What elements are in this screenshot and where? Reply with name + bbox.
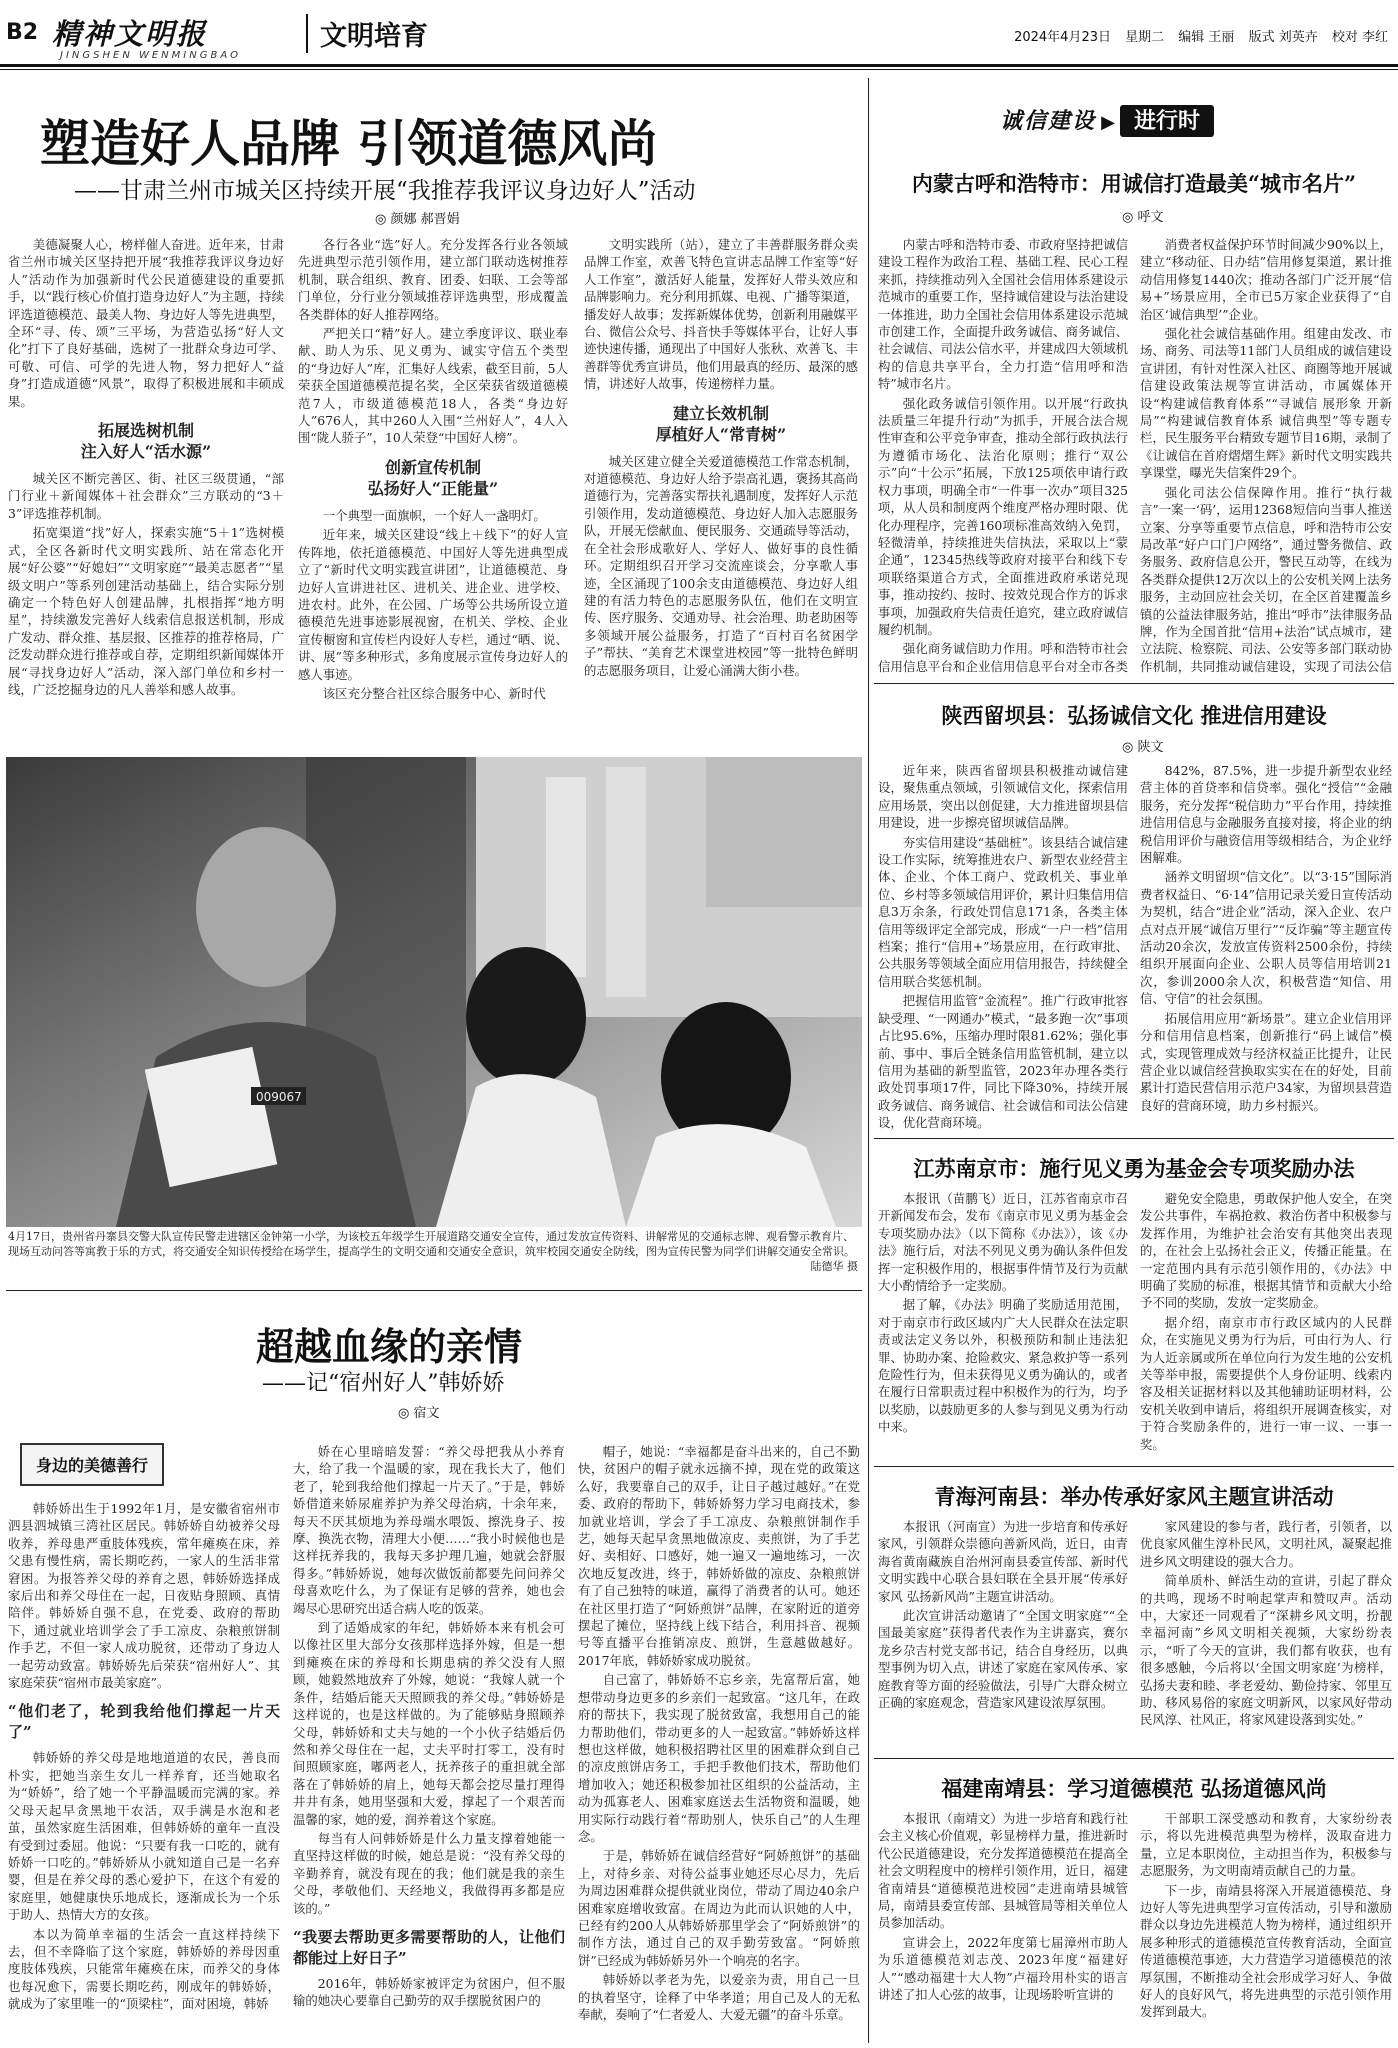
- paragraph: 宣讲会上，2022年度第七届漳州市助人为乐道德模范刘志茂、2023年度“福建好人”“感动福建十大人物”卢福玲用朴实的语言讲述了扣人心弦的故事，让现场聆听宣讲的: [878, 1934, 1128, 2003]
- paragraph: 各行各业“选”好人。充分发挥各行业各领域先进典型示范引领作用，建立部门联动选树推荐机制，联合组织、教育、团委、妇联、工会等部门单位，分行业分领域推荐评选典型，形成覆盖各类群体的好人推荐网络。: [298, 237, 568, 322]
- issue-info: [1004, 26, 1388, 45]
- paragraph: 每当有人问韩娇娇是什么力量支撑着她能一直坚持这样做的时候，她总是说：“没有养父母的辛勤养育，就没有现在的我；他们就是我的亲生父母，孝敬他们、天经地义，我做得再多都是应该的。”: [293, 1830, 565, 1916]
- feature-quote-1: “他们老了，轮到我给他们撑起一片天了”: [8, 1702, 280, 1742]
- paragraph: 自己富了，韩娇娇不忘乡亲，先富帮后富，她想带动身边更多的乡亲们一起致富。“这几年，在政府的帮扶下，我实现了脱贫致富，我想用自己的能力帮助他们，带动更多的人一起致富。”韩娇娇这样想也这样做，她积极招聘社区里的困难群众到自己的凉皮煎饼店务工，手把手教他们技术，帮助他们增加收入；她还积极参加社区组织的公益活动，主动为孤寡老人、困难家庭送去生活物资和温暖，她用实际行动践行着“帮助别人，快乐自己”的人生理念。: [578, 1672, 860, 1844]
- page-number: B2: [6, 20, 39, 45]
- paragraph: 干部职工深受感动和教育，大家纷纷表示，将以先进模范典型为榜样，汲取奋进力量，立足本职岗位，主动担当作为，积极参与志愿服务，为文明南靖贡献自己的力量。: [1140, 1811, 1392, 1879]
- feature-byline: ◎ 宿文: [398, 1406, 440, 1421]
- paragraph: 本报讯（苗鹏飞）近日，江苏省南京市召开新闻发布会，发布《南京市见义勇为基金会专项奖励办法》（以下简称《办法》），该《办法》施行后，对法不列见义勇为确认条件但发挥一定积极作用的，根据事件情节及行为贡献大小酌情给予一定奖励。: [878, 1191, 1128, 1294]
- paragraph: 涵养文明留坝“信文化”。以“3·15”国际消费者权益日、“6·14”信用记录关爱日宣传活动为契机，结合“进企业”活动，深入企业、农户点对点开展“诚信万里行”“反诈骗”等主题宣传活动20余次，发放宣传资料2500余份，持续组织开展面向企业、公职人员等信用培训21次，参训2000余人次，积极营造“知信、用信、守信”的社会氛围。: [1140, 869, 1392, 1007]
- proof-credit: 校对 李红: [1331, 30, 1388, 45]
- paragraph: 到了适婚成家的年纪，韩娇娇本来有机会可以像社区里大部分女孩那样选择外嫁，但是一想到瘫痪在床的养母和长期患病的养父没有人照顾，她毅然地放弃了外嫁，她说：“我嫁人就一个条件，结婚后能天天照顾我的养父母。”韩娇娇是这样说的，也是这样做的。为了能够贴身照顾养父母，韩娇娇和丈夫与她的一个小伙子结婚后仍然和养父母住在一起，丈夫平时打零工，没有时间照顾家庭，嘟两老人，抚养孩子的重担就全部落在了韩娇娇的肩上，她每天都会挖尽量打理得井井有条，她用坚强和大爱，撑起了一个艰苦而温馨的家，她的爱，润养着这个家庭。: [293, 1620, 565, 1827]
- badge-number: 009067: [256, 1090, 302, 1104]
- lead-subtitle: ——甘肃兰州市城关区持续开展“我推荐我评议身边好人”活动: [74, 178, 696, 204]
- masthead: [0, 0, 1398, 64]
- paragraph: 帽子，她说：“幸福都是奋斗出来的，自己不勤快，贫困户的帽子就永远摘不掉，现在党的政策这么好，我要靠自己的双手，让日子越过越好。”在党委、政府的帮助下，韩娇娇努力学习电商技术，参加就业培训，学会了手工凉皮、杂粮煎饼制作手艺，她每天起早贪黑地做凉皮、卖煎饼，为了手艺好、卖相好、口感好，她一遍又一遍地练习，一次次地反复改进，终于，韩娇娇做的凉皮、杂粮煎饼有了自己独特的味道，赢得了消费者的认可。她还在社区里打造了“阿娇煎饼”品牌，在家附近的道旁摆起了摊位，坚持线上线下结合，利用抖音、视频号等直播平台推销凉皮、煎饼，生意越做越好。2017年底，韩娇娇家成功脱贫。: [578, 1444, 860, 1668]
- article1-title: 内蒙古呼和浩特市：用诚信打造最美“城市名片”: [911, 171, 1357, 196]
- integrity-banner: [1000, 104, 1214, 135]
- paragraph: 据介绍，南京市市行政区域内的人民群众，在实施见义勇为行为后，可由行为人、行为人近亲属或所在单位向行为发生地的公安机关等举申报，需要提供个人身份证明、线索内容及相关证据材料以及其他辅助证明材料，公安机关收到申请后，将组织开展调查核实，对于符合奖励条件的，进行一审一议、一事一奖。: [1140, 1314, 1392, 1452]
- paragraph: 该区充分整合社区综合服务中心、新时代: [322, 685, 546, 701]
- paragraph: 一个典型一面旗帜，一个好人一盏明灯。: [322, 507, 546, 523]
- article1-byline-text: 呼文: [1137, 210, 1164, 225]
- paragraph: 强化司法公信保障作用。推行“执行裁言”一案一‘码’，运用12368短信向当事人推送立案、分享等重要节点信息，呼和浩特市公安局改革“好户口门户网络”，通过警务微信、政务服务、政府信息公开，警民互动等，在线为各类群众提供12万次以上的公安机关网上法务服务，主动回应社会关切，在全区首建覆盖乡镇的公益法律服务站，推出“呼市”法律服务品牌，作为全国首批“信用+法治”试点城市，建立法院、检察院、司法、公安等多部门联动协作机制，共同推动诚信建设，实现了司法公信: [1140, 484, 1392, 674]
- paragraph: 强化社会诚信基础作用。组建由发改、市场、商务、司法等11部门人员组成的诚信建设宣讲团，有针对性深入社区、商圈等地开展诚信建设政策法规等宣讲活动，市属媒体开设“构建诚信教育体系”“寻诚信 展形象 开新局”“构建诚信教育体系 诚信典型”等专题专栏，民生服务平台精致专题节目16期，录制了《让诚信在首府熠熠生辉》新时代文明实践共享课堂，曝光失信案件29个。: [1140, 326, 1392, 481]
- section-rule: [874, 1466, 1394, 1467]
- article3-column-1: [878, 1190, 1128, 1458]
- feature-column-1: [8, 1500, 280, 2040]
- paragraph: 拓展信用应用“新场景”。建立企业信用评分和信用信息档案，创新推行“码上诚信”模式，实现管理成效与经济权益正比提升，让民营企业以诚信经营换取实实在在的好处，目前累计打造民营信用示范户34家，为留坝县营造良好的营商环境，助力乡村振兴。: [1140, 1010, 1392, 1113]
- article2-byline: ◎ 陕文: [1122, 740, 1164, 755]
- banner-left: 诚信建设: [1000, 108, 1097, 134]
- paragraph: 于是，韩娇娇在诚信经营好“阿娇煎饼”的基础上，对待乡亲、对待公益事业她还尽心尽力，先后为周边困难群众提供就业岗位，带动了周边40余户困难家庭增收致富。在周边为此而认识她的人中，已经有约200人从韩娇娇那里学会了“阿娇煎饼”的制作方法，通过自己的双手勤劳致富。“阿娇煎饼”已经成为韩娇娇另外一个响亮的名字。: [578, 1848, 860, 1968]
- article1-byline: ◎ 呼文: [1122, 210, 1164, 225]
- article3-column-2: [1140, 1190, 1392, 1458]
- article2-title: 陕西留坝县：弘扬诚信文化 推进信用建设: [941, 703, 1327, 728]
- feature-title: 超越血缘的亲情: [256, 1324, 523, 1369]
- lead-title: 塑造好人品牌 引领道德风尚: [40, 114, 658, 173]
- header-rule-thin: [0, 69, 1398, 70]
- photo-caption: [8, 1229, 858, 1274]
- paragraph: 严把关口“精”好人。建立季度评议、联业奉献、助人为乐、见义勇为、诚实守信五个类型的“身边好人”库，汇集好人线索，截至目前，5人荣获全国道德模范提名奖，全区荣获省级道德模范7人，市级道德模范18人，各类“身边好人”676人，其中260人入围“兰州好人”，4人入围“陇人骄子”，10人荣登“中国好人榜”。: [298, 326, 568, 446]
- paragraph: 韩娇娇以孝老为先，以爱亲为责，用自己一旦的执着坚守，诠释了中华孝道；用自己及人的无私奉献，奏响了“仁者爱人、大爱无疆”的奋斗乐章。: [578, 1972, 860, 2022]
- section-rule: [874, 1138, 1394, 1139]
- lead-subhead-1: 拓展选树机制 注入好人“活水源”: [80, 421, 212, 462]
- paragraph: 避免安全隐患，勇敢保护他人安全，在突发公共事件，车祸抢救、救治伤者中积极参与发挥作用，为维护社会治安有其他突出表现的，在社会上弘扬社会正义，传播正能量。在一定范围内具有示范引领作用的，《办法》中明确了奖励的标准，根据其情节和贡献大小给予不同的奖励，发放一定奖励金。: [1140, 1191, 1392, 1311]
- paragraph: 此次宣讲活动邀请了“全国文明家庭”“全国最美家庭”获得者代表作为主讲嘉宾，赛尔龙乡尕吉村党支部书记，结合自身经历，以典型事例为切入点，讲述了家庭在家风传承、家庭教育等方面的经验做法，引导广大群众树立正确的家庭观念，营造家风建设浓厚氛围。: [878, 1608, 1128, 1711]
- layout-credit: 版式 刘英卉: [1248, 30, 1318, 45]
- article1-column-2: [1140, 236, 1392, 676]
- paragraph: 文明实践所（站），建立了丰善群服务群众卖品牌工作室，欢善飞特色宣讲志品牌工作室等“好人工作室”，激活好人能量，发挥好人带头效应和品牌影响力。充分利用抓媒、电视、广播等渠道，播发好人故事；发挥新媒体优势，创新利用融媒平台、微信公众号、抖音快手等媒体平台，让好人事迹快速传播，通现出了中国好人张秋、欢善飞、丰善群等优秀宣讲员，他们用最真的经历、最深的感情，讲述好人故事，传递榜样力量。: [584, 237, 858, 392]
- article5-column-2: [1140, 1810, 1392, 2040]
- article3-title: 江苏南京市：施行见义勇为基金会专项奖励办法: [913, 1156, 1355, 1181]
- section-rule: [6, 1290, 862, 1291]
- banner-right: 进行时: [1120, 105, 1214, 137]
- paragraph: 城关区不断完善区、街、社区三级贯通，“部门行业＋新闻媒体＋社会群众”三方联动的“3＋3”评选推荐机制。: [8, 471, 284, 521]
- paper-pinyin: JINGSHEN WENMINGBAO: [60, 50, 242, 61]
- paragraph: 简单质朴、鲜活生动的宣讲，引起了群众的共鸣，现场不时响起掌声和赞叹声。活动中，大家还一同观看了“深耕乡风文明，扮靓幸福河南”乡风文明相关视频，大家纷纷表示，“听了今天的宣讲，我们都有收获，也有很多感触，今后将以‘全国文明家庭’为榜样，弘扬夫妻和睦、孝老爱幼、勤俭持家、邻里互助、移风易俗的家庭文明新风，以家风好带动民风淳、社风正，将家风建设落到实处。”: [1140, 1573, 1392, 1728]
- column-tag: 身边的美德善行: [20, 1443, 164, 1486]
- article5-column-1: [878, 1810, 1128, 2040]
- issue-date: 2024年4月23日: [1014, 30, 1111, 45]
- paragraph: 夯实信用建设“基础桩”。该县结合诚信建设工作实际，统筹推进农户、新型农业经营主体、企业、个体工商户、党政机关、事业单位、乡村等多领域信用评价，累计归集信用信息3万余条，行政处罚信息171条，各类主体信用等级评定全部完成，形成“一户一档”信用档案；推行“信用+”场景应用，在行政审批、公共服务等领域全面应用信用报告，持续健全信用联合奖惩机制。: [878, 834, 1128, 989]
- paragraph: 美德凝聚人心，榜样催人奋进。近年来，甘肃省兰州市城关区坚持把开展“我推荐我评议身边好人”活动作为加强新时代公民道德建设的重要抓手，以“践行核心价值打造身边好人”为主题，持续评选道德模范、最美人物、身边好人等先进典型，全环“寻、传、颂”三平场，为营造弘扬“好人文化”打下了良好基础，选树了一批群众身边可学、可敬、可信、可学的先进人物，努力把好人“益身”打造成道德“风景”，取得了积极进展和丰硕成果。: [8, 237, 284, 409]
- paragraph: 据了解，《办法》明确了奖励适用范围，对于南京市行政区域内广大人民群众在法定职责或法定义务以外，积极预防和制止违法犯罪、协助办案、抢险救灾、紧急救护等一系列危险性行为，但未获得见义勇为确认的，或者在履行日常职责过程中积极作为的行为，均予以奖励，以鼓励更多的人参与到见义勇为行动中来。: [878, 1297, 1128, 1435]
- feature-quote-2: “我要去帮助更多需要帮助的人，让他们都能过上好日子”: [293, 1927, 565, 1967]
- lead-subhead-3: 建立长效机制 厚植好人“常青树”: [655, 403, 787, 444]
- section-divider: [868, 78, 869, 2043]
- paragraph: 近年来，陕西省留坝县积极推动诚信建设，聚焦重点领域，引领诚信文化，探索信用应用场景，突出以创促建，大力推进留坝县信用建设，进一步擦亮留坝诚信品牌。: [878, 763, 1128, 831]
- paper-logo: 精神文明报: [52, 17, 208, 51]
- section-rule: [874, 683, 1394, 684]
- paragraph: 强化政务诚信引领作用。以开展“行政执法质量三年提升行动”为抓手，开展合法合规性审查和公平竞争审查，推动全部行政执法行为遵循市场化、法治化原则；推行“双公示”向“十公示”拓展，下放125项依申请行政权力事项，明确全市“一件事一次办”项目325项，从人员和制度两个维度严格办理时限、优化办理程序，完善160项标准高效纳入免罚，轻微清单，持续推进失信执法，采取以上“蒙企通”，12345热线等政府对接平台和线下专项联络渠道合方式，全面推进政府承诺兑现事，推动按约、按时、按效兑现合作方的诉求事项，加强政府失信责任追究，建立政府诚信履约机制。: [878, 395, 1128, 637]
- paragraph: 内蒙古呼和浩特市委、市政府坚持把诚信建设工程作为政治工程、基础工程、民心工程来抓，持续推动列入全国社会信用体系建设示范城市的重要工作，坚持诚信建设与法治建设一体推进，助力全国社会信用体系建设示范城市创建工作，全面提升政务诚信、商务诚信、社会诚信、司法公信水平，并建成四大领域机构的信息共享平台，全力打造“信用呼和浩特”城市名片。: [878, 237, 1128, 392]
- paragraph: 强化商务诚信助力作用。呼和浩特市社会信用信息平台和企业信用信息平台对全市各类: [878, 641, 1128, 674]
- article2-column-1: [878, 762, 1128, 1168]
- article2-byline-text: 陕文: [1137, 740, 1164, 755]
- paragraph: 拓宽渠道“找”好人，探索实施“5＋1”选树模式，全区各新时代文明实践所、站在常态化开展“好公婆”“好媳妇”“文明家庭”“最美志愿者”“星级文明户”等系列创建活动基础上，结合实际分别确定一个特色好人创建品牌，扎根指挥“地方明星”，持续激发完善好人线索信息报送机制，形成广发动、群众推、基层报、区推荐的推荐格局，广泛发动群众进行推荐或自荐，定期组织新闻媒体开展“寻找身边好人”活动，深入部门单位和乡村一线，广泛挖掘身边的凡人善举和感人故事。: [8, 525, 284, 697]
- paragraph: 本报讯（南靖文）为进一步培育和践行社会主义核心价值观，彰显榜样力量，推进新时代公民道德建设，充分发挥道德模范在提高全社会文明程度中的榜样引领作用，近日，福建省南靖县“道德模范进校园”走进南靖县城管局，南靖县委宣传部、县城管局等相关单位人员参加活动。: [878, 1811, 1128, 1931]
- paragraph: 韩娇娇的养父母是地地道道的农民，善良而朴实，把她当亲生女儿一样养育，还当她取名为“娇娇”，给了她一个平静温暖而完满的家。养父母天起早贪黑地干农活，双手满是水泡和老茧，虽然家庭生活困难，但韩娇娇的童年一直没有受到过委屈。他说：“只要有我一口吃的，就有娇娇一口吃的。”韩娇娇从小就知道自己是一名弃婴，但是在养父母的悉心爱护下，在这个有爱的家庭里，她健康快乐地成长，逐渐成长为一个乐于助人、热情大方的女孩。: [8, 1750, 280, 1923]
- article2-column-2: [1140, 762, 1392, 1168]
- header-rule: [0, 64, 1398, 67]
- photo-caption-text: 4月17日，贵州省丹寨县交警大队宣传民警走进辖区金钟第一小学，为该校五年级学生开展道路交通安全宣传，通过发放宣传资料、讲解常见的交通标志牌、观看警示教育片、现场互动问答等寓教于乐的方式，将交通安全知识传授给在场学生，提高学生的文明交通和交通安全意识，筑牢校园交通安全防线，图为宣传民警为同学们讲解交通安全常识。: [8, 1230, 855, 1258]
- paragraph: 842%，87.5%，进一步提升新型农业经营主体的首贷率和信贷率。强化“授信”“金融服务，充分发挥“税信助力”平台作用，持续推进信用信息与金融服务直接对接，将企业的纳税信用评价与融资信用等级相结合，为企业纾困解难。: [1140, 763, 1392, 866]
- article5-title: 福建南靖县：学习道德模范 弘扬道德风尚: [941, 1776, 1327, 1801]
- play-icon: ▶: [1101, 112, 1115, 133]
- issue-weekday: 星期二: [1125, 30, 1165, 45]
- lead-subhead-2: 创新宣传机制 弘扬好人“正能量”: [367, 457, 499, 498]
- paragraph: 下一步，南靖县将深入开展道德模范、身边好人等先进典型学习宣传活动，引导和激励群众以身边先进模范人物为榜样，通过组织开展多种形式的道德模范宣传教育活动，全面宣传道德模范事迹，大力营造学习道德模范的浓厚氛围，不断推动全社会形成学习好人、争做好人的良好风气，将先进典型的示范引领作用发挥到最大。: [1140, 1882, 1392, 2020]
- paragraph: 2016年，韩娇娇家被评定为贫困户，但不服输的她决心要靠自己勤劳的双手摆脱贫困户的: [293, 1975, 565, 2009]
- paragraph: 近年来，城关区建设“线上＋线下”的好人宣传阵地，依托道德模范、中国好人等先进典型成立了“新时代文明实践宣讲团”，让道德模范、身边好人宣讲进社区、进机关、进企业、进学校、进农村。此外，在公园、广场等公共场所设立道德模范先进事迹影展视窗，在机关、学校、企业宣传橱窗和宣传栏内设好人专栏，通过“晒、说、讲、展”等多种形式，多角度展示宣传身边好人的感人事迹。: [298, 527, 568, 682]
- feature-subtitle: ——记“宿州好人”韩娇娇: [262, 1371, 505, 1396]
- feature-column-3: [578, 1443, 860, 2040]
- paragraph: 家风建设的参与者，践行者，引领者，以优良家风催生淳朴民风，文明社风，凝聚起推进乡风文明建设的强大合力。: [1140, 1519, 1392, 1569]
- paragraph: 韩娇娇出生于1992年1月，是安徽省宿州市泗县泗城镇三湾社区居民。韩娇娇自幼被养父母收养，养母患严重肢体残疾，常年瘫痪在床，养父患有慢性病，需长期吃药，一家人的生活非常窘困。为报答养父母的养育之恩，韩娇娇选择成家后出和养父母住在一起，日夜贴身照顾、真情陪伴。韩娇娇自强不息，在党委、政府的帮助下，通过就业培训学会了手工凉皮、杂粮煎饼制作手艺，不但一家人成功脱贫，还带动了身边人一起劳动致富。韩娇娇先后荣获“宿州好人”、其家庭荣获“宿州市最美家庭”。: [8, 1501, 280, 1691]
- section-rule: [874, 1758, 1394, 1759]
- article4-column-2: [1140, 1518, 1392, 1752]
- feature-byline-text: 宿文: [413, 1406, 440, 1421]
- lead-column-2: [298, 236, 568, 738]
- paragraph: 娇在心里暗暗发誓：“养父母把我从小养育大，给了我一个温暖的家，现在我长大了，他们老了，轮到我给他们撑起一片天了。”于是，韩娇娇借道来娇尿雇养护为养父母治病，十余年来，每天不厌其烦地为养母端水喂饭、擦洗身子、按摩、换洗衣物，清理大小便……“我小时候他也是这样抚养我的，我每天多护理几遍，她就会舒服得多。”韩娇娇说，她每次做饭前都要先问问养父母喜欢吃什么，为了保证有足够的营养，她也会竭尽心思研究出适合病人吃的饭菜。: [293, 1444, 565, 1616]
- lead-byline: ◎ 颜娜 郝晋娟: [375, 212, 460, 227]
- article4-column-1: [878, 1518, 1128, 1752]
- lead-column-3: [584, 236, 858, 738]
- lead-column-1: [8, 236, 284, 738]
- lead-byline-text: 颜娜 郝晋娟: [390, 212, 460, 227]
- paragraph: 本以为简单幸福的生活会一直这样持续下去，但不幸降临了这个家庭，韩娇娇的养母因重度肢体残疾，只能常年瘫痪在床，而养父的身体也每况愈下，需要长期吃药，刚成年的韩娇娇，就成为了家里唯一的“顶梁柱”，面对困境，韩娇: [8, 1926, 280, 2012]
- paragraph: 城关区建立健全关爱道德模范工作常态机制，对道德模范、身边好人给予崇高礼遇，褒扬其高尚道德行为，完善落实帮扶礼遇制度，发挥好人示范引领作用，发动道德模范、身边好人加入志愿服务队，开展无偿献血、便民服务、交通疏导等活动，在全社会形成歌好人、学好人、做好事的良性循环。定期组织召开学习交流座谈会，分享歌人事迹，全区涌现了100余支由道德模范、身边好人组建的有活力特色的志愿服务队伍，他们在文明宣传、医疗服务、交通劝导、社会治理、助老助困等多领域开展公益服务，打造了“百村百名贫困学子”帮扶、“美育艺术课堂进校园”等一批特色鲜明的志愿服务项目，让爱心涌满大街小巷。: [584, 453, 858, 678]
- section-name: 文明培育: [306, 14, 428, 53]
- article1-column-1: [878, 236, 1128, 676]
- paragraph: 消费者权益保护环节时间减少90%以上，建立“移动征、日办结”信用修复渠道，累计推动信用修复1440次；推动各部门广泛开展“信易+”场景应用，全市已5万家企业获得了“自治区‘诚信典型’”企业。: [1140, 237, 1392, 322]
- paragraph: 把握信用监管“金流程”。推广行政审批容缺受理、“一网通办”模式，“最多跑一次”事项占比95.6%，压缩办理时限81.62%；强化事前、事中、事后全链条信用监管机制，建立以信用为基础的新型监管，2023年办理各类行政处罚事项17件，同比下降30%，持续开展政务诚信、商务诚信、社会诚信和司法公信建设，优化营商环境。: [878, 993, 1128, 1131]
- paragraph: 本报讯（河南宣）为进一步培育和传承好家风，引领群众崇德向善新风尚，近日，由青海省黄南藏族自治州河南县委宣传部、新时代文明实践中心联合县妇联在全县开展“传承好家风 弘扬新风尚”主题宣讲活动。: [878, 1519, 1128, 1604]
- editor-credit: 编辑 王丽: [1178, 30, 1235, 45]
- photo-credit: 陆德华 摄: [810, 1260, 858, 1273]
- photo-illustration: [6, 757, 862, 1227]
- article4-title: 青海河南县：举办传承好家风主题宣讲活动: [934, 1484, 1334, 1509]
- feature-column-2: [293, 1443, 565, 2040]
- news-photo: [6, 757, 862, 1227]
